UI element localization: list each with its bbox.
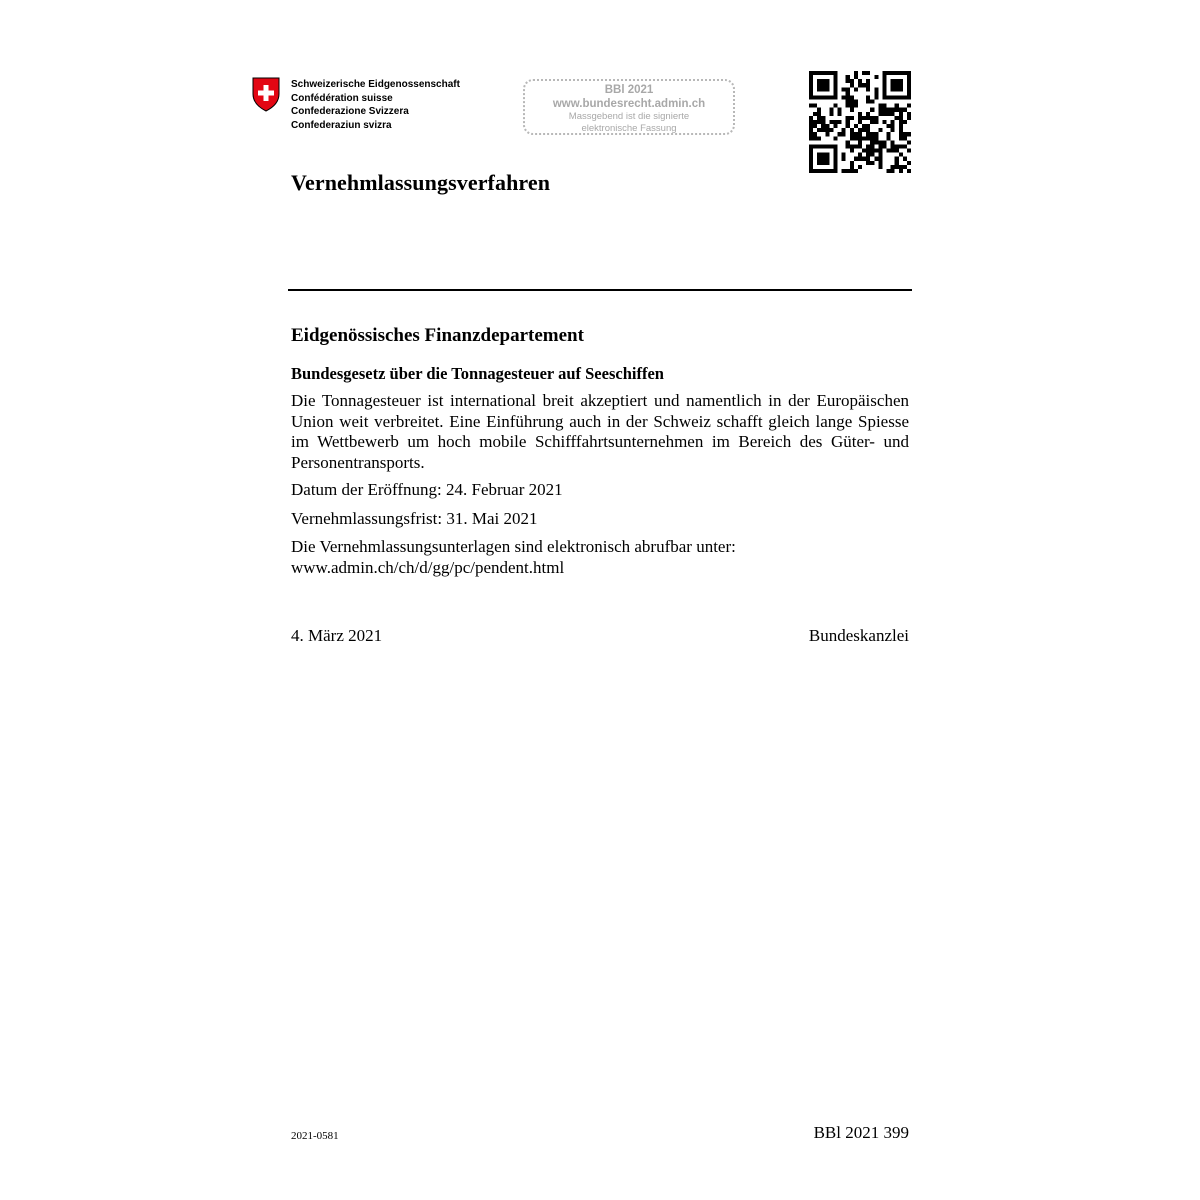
department-heading: Eidgenössisches Finanzdepartement bbox=[291, 325, 584, 346]
qr-code-icon bbox=[809, 71, 911, 173]
documents-url[interactable]: www.admin.ch/ch/d/gg/pc/pendent.html bbox=[291, 557, 565, 577]
agency-name-lines bbox=[291, 78, 460, 132]
stamp-line-4: elektronische Fassung bbox=[581, 122, 677, 134]
swiss-cross-shield-icon bbox=[251, 76, 281, 112]
agency-line-rm: Confederaziun svizra bbox=[291, 119, 392, 131]
law-title: Bundesgesetz über die Tonnagesteuer auf Seeschiffen bbox=[291, 364, 664, 383]
page-title: Vernehmlassungsverfahren bbox=[291, 170, 551, 195]
issuer: Bundeskanzlei bbox=[808, 626, 909, 645]
documents-note-text: Die Vernehmlassungsunterlagen sind elektronisch abrufbar unter: bbox=[291, 537, 736, 556]
opening-date: Datum der Eröffnung: 24. Februar 2021 bbox=[291, 480, 563, 499]
bbl-reference: BBl 2021 399 bbox=[813, 1123, 909, 1142]
agency-line-it: Confederazione Svizzera bbox=[291, 106, 409, 117]
stamp-line-2: www.bundesrecht.admin.ch bbox=[552, 98, 706, 110]
agency-line-fr: Confédération suisse bbox=[291, 92, 393, 104]
signature-row bbox=[291, 625, 909, 647]
publication-date: 4. März 2021 bbox=[291, 626, 383, 645]
title-divider bbox=[288, 289, 912, 291]
agency-line-de: Schweizerische Eidgenossenschaft bbox=[291, 79, 460, 90]
document-id: 2021-0581 bbox=[291, 1130, 339, 1142]
federal-logo bbox=[251, 76, 460, 132]
consultation-deadline: Vernehmlassungsfrist: 31. Mai 2021 bbox=[291, 508, 538, 528]
main-content bbox=[291, 323, 909, 586]
documents-note bbox=[291, 537, 909, 578]
stamp-line-1: BBl 2021 bbox=[604, 84, 654, 96]
description-paragraph: Die Tonnagesteuer ist international breit akzeptiert und namentlich in der Europäischen Union weit verbreitet. Eine Einführung auch in der Schweiz schafft gleich lange Spiesse im Wettbewerb um hoch mobile Schifffahrtsunternehmen im Bereich des Güter- und Personentransports. bbox=[291, 391, 909, 472]
stamp-line-3: Massgebend ist die signierte bbox=[568, 111, 690, 122]
publication-stamp bbox=[523, 79, 735, 135]
